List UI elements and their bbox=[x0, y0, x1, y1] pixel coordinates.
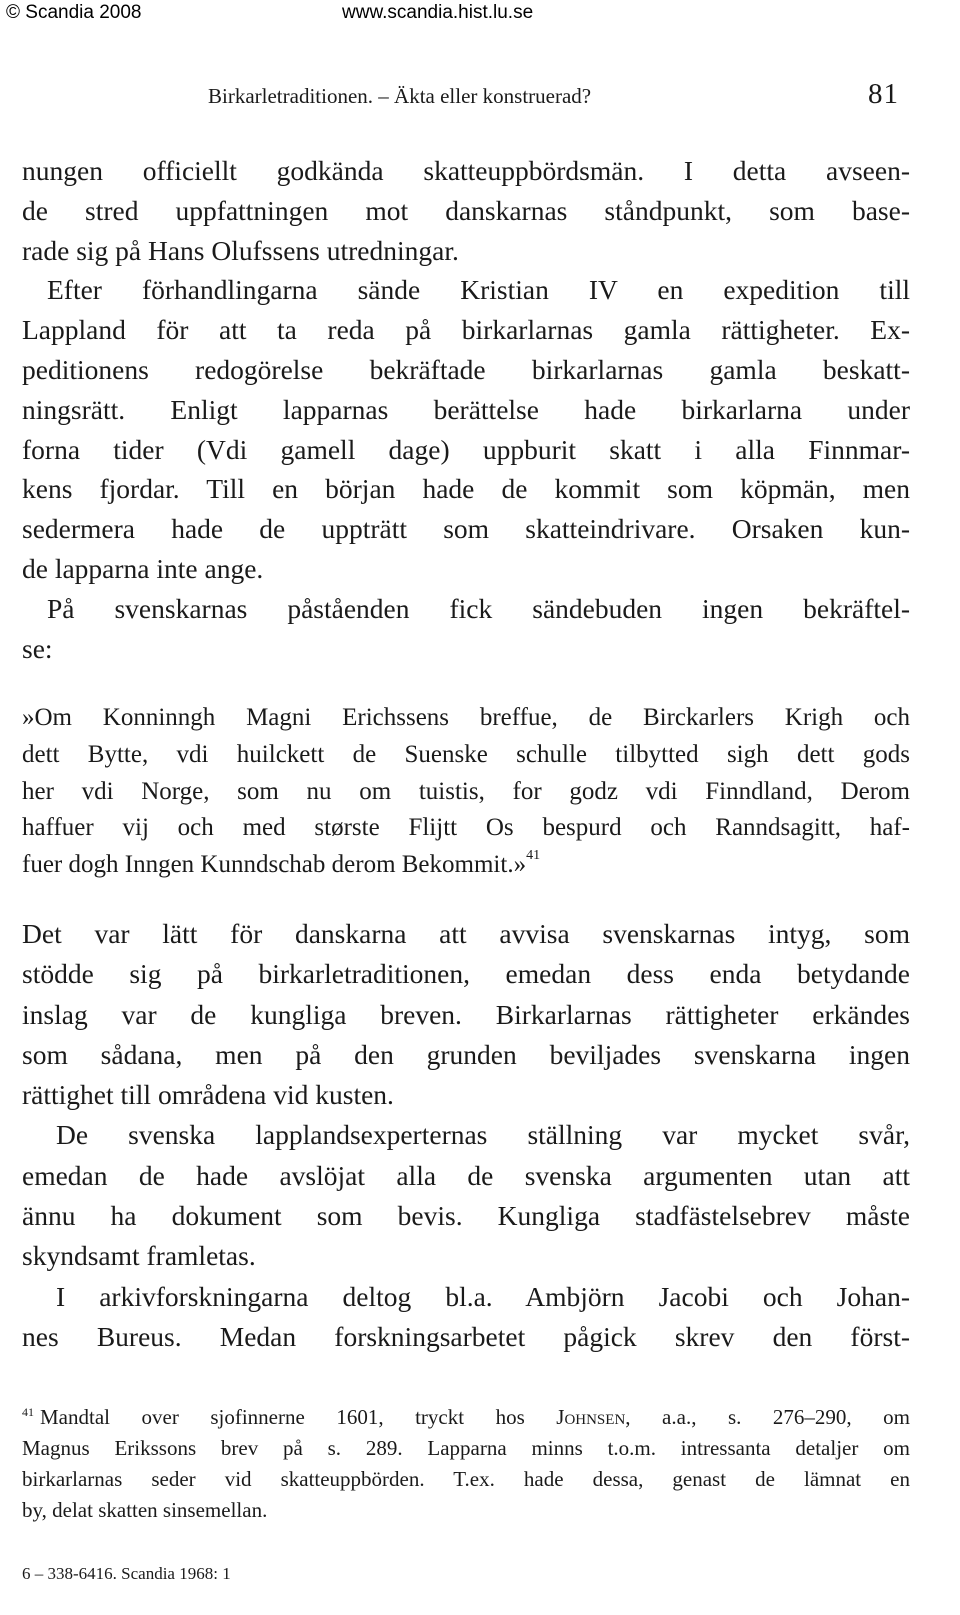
footnote-line: by, delat skatten sinsemellan. bbox=[22, 1498, 268, 1522]
quote-line: haffuer vij och med største Flijtt Os bespurd och Ranndsagitt, haf- bbox=[22, 814, 910, 842]
body-line: skyndsamt framletas. bbox=[22, 1240, 256, 1272]
footnote-reference[interactable]: 41 bbox=[526, 847, 541, 863]
body-line: I arkivforskningarna deltog bl.a. Ambjörn Jacobi och Johan- bbox=[56, 1280, 910, 1312]
quote-line-last bbox=[22, 847, 910, 884]
body-line: De svenska lapplandsexperternas ställning var mycket svår, bbox=[56, 1119, 910, 1151]
printer-imprint: 6 – 338-6416. Scandia 1968: 1 bbox=[22, 1564, 231, 1583]
footnote-line: Magnus Erikssons brev på s. 289. Lapparna minns t.o.m. intressanta detaljer om bbox=[22, 1436, 910, 1460]
body-line: emedan de hade avslöjat alla de svenska argumenten utan att bbox=[22, 1159, 910, 1191]
body-line: inslag var de kungliga breven. Birkarlarnas rättigheter erkändes bbox=[22, 998, 910, 1030]
footnote bbox=[22, 1397, 910, 1526]
body-line: de lapparna inte ange. bbox=[22, 552, 264, 584]
body-line: se: bbox=[22, 632, 53, 664]
body-line: de stred uppfattningen mot danskarnas ståndpunkt, som base- bbox=[22, 194, 910, 226]
quote-line: her vdi Norge, som nu om tuistis, for godz vdi Finndland, Derom bbox=[22, 777, 910, 805]
copyright-notice: © Scandia 2008 bbox=[6, 2, 142, 23]
body-line: som sådana, men på den grunden beviljades svenskarna ingen bbox=[22, 1038, 910, 1070]
scan-header bbox=[6, 2, 946, 26]
body-line: rättighet till områdena vid kusten. bbox=[22, 1079, 394, 1111]
body-line: kens fjordar. Till en början hade de kommit som köpmän, men bbox=[22, 473, 910, 505]
running-head-title: Birkarletraditionen. – Äkta eller konstruerad? bbox=[208, 84, 592, 108]
footnote-line: birkarlarnas seder vid skatteuppbörden. T.ex. hade dessa, genast de lämnat en bbox=[22, 1467, 910, 1491]
body-line: peditionens redogörelse bekräftade birkarlarnas gamla beskatt- bbox=[22, 353, 910, 385]
body-line: På svenskarnas påståenden fick sändebuden ingen bekräftel- bbox=[47, 592, 910, 624]
body-line: nes Bureus. Medan forskningsarbetet pågick skrev den först- bbox=[22, 1320, 910, 1352]
body-line: nungen officiellt godkända skatteuppbördsmän. I detta avseen- bbox=[22, 155, 910, 186]
body-line: Efter förhandlingarna sände Kristian IV en expedition till bbox=[47, 274, 910, 306]
running-head bbox=[0, 78, 960, 118]
block-quote bbox=[22, 700, 910, 884]
footnote-text: Mandtal over sjofinnerne 1601, tryckt hos bbox=[40, 1405, 557, 1429]
footnote-text: , a.a., s. 276–290, om bbox=[625, 1405, 910, 1429]
footnote-author: Johnsen bbox=[556, 1405, 626, 1429]
body-line: ännu ha dokument som bevis. Kungliga stadfästelsebrev måste bbox=[22, 1200, 910, 1232]
body-line: Det var lätt för danskarna att avvisa svenskarnas intyg, som bbox=[22, 918, 910, 949]
body-line: rade sig på Hans Olufssens utredningar. bbox=[22, 234, 459, 266]
page-number: 81 bbox=[868, 78, 899, 110]
footnote-line bbox=[22, 1397, 910, 1433]
quote-line: dett Bytte, vdi huilckett de Suenske schulle tilbytted sigh dett gods bbox=[22, 740, 910, 768]
body-line: ningsrätt. Enligt lapparnas berättelse hade birkarlarna under bbox=[22, 393, 910, 425]
body-text-part1 bbox=[22, 151, 910, 668]
quote-line-text: fuer dogh Inngen Kunndschab derom Bekommit.» bbox=[22, 851, 527, 879]
body-line: sedermera hade de uppträtt som skatteindrivare. Orsaken kun- bbox=[22, 513, 910, 545]
quote-line: »Om Konninngh Magni Erichssens breffue, de Birckarlers Krigh och bbox=[22, 704, 910, 731]
body-line: forna tider (Vdi gamell dage) uppburit skatt i alla Finnmar- bbox=[22, 433, 910, 465]
source-url[interactable]: www.scandia.hist.lu.se bbox=[342, 2, 534, 23]
body-text-part2 bbox=[22, 914, 910, 1357]
body-line: Lappland för att ta reda på birkarlarnas gamla rättigheter. Ex- bbox=[22, 314, 910, 346]
body-line: stödde sig på birkarletraditionen, emedan dess enda betydande bbox=[22, 958, 910, 990]
footnote-number: 41 bbox=[22, 1405, 34, 1419]
